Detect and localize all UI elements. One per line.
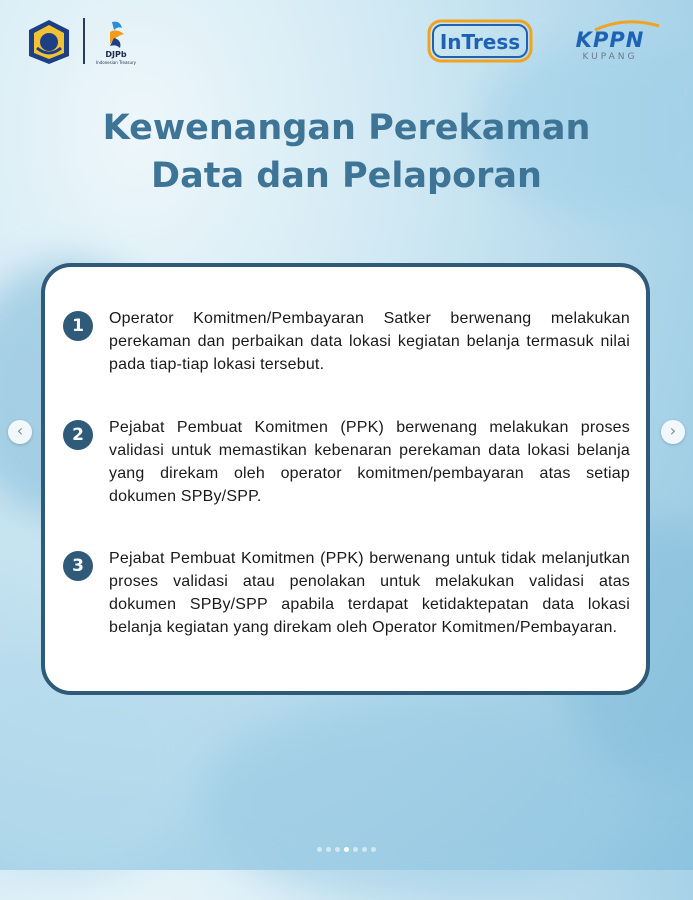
previous-slide-button[interactable] [8, 420, 32, 444]
svg-text:InTress: InTress [439, 30, 521, 54]
page-title [0, 104, 693, 200]
kemenkeu-logo [25, 18, 73, 66]
djpb-name: DJPb [105, 50, 127, 59]
intress-logo [426, 18, 534, 64]
carousel-dot[interactable] [371, 847, 376, 852]
carousel-dot[interactable] [362, 847, 367, 852]
carousel-dots [0, 847, 693, 852]
kppn-logo [555, 18, 665, 64]
djpb-logo [92, 18, 140, 66]
item-text: Pejabat Pembuat Komitmen (PPK) berwenang untuk tidak melanjutkan proses validasi atau penolakan untuk melakukan validasi atas dokumen SPBy/SPP apabila terdapat ketidaktepatan data lokasi belanja kegiatan yang direkam oleh Operator Komitmen/Pembayaran. [109, 550, 630, 636]
carousel-dot[interactable] [335, 847, 340, 852]
item-text: Pejabat Pembuat Komitmen (PPK) berwenang melakukan proses validasi untuk memastikan kebenaran perekaman data lokasi belanja yang direkam oleh operator komitmen/pembayaran atas setiap dokumen SPBy/SPP. [109, 419, 630, 505]
carousel-dot[interactable] [344, 847, 349, 852]
page-title-line-1: Kewenangan Perekaman [102, 108, 591, 148]
item-text: Operator Komitmen/Pembayaran Satker berwenang melakukan perekaman dan perbaikan data lokasi kegiatan belanja termasuk nilai pada tiap-tiap lokasi tersebut. [109, 310, 630, 373]
item-number-badge: 3 [63, 551, 93, 581]
header-divider [83, 18, 85, 64]
content-card [41, 263, 650, 695]
djpb-subtitle: Indonesian Treasury [95, 60, 137, 65]
next-slide-button[interactable] [661, 420, 685, 444]
kppn-city: KUPANG [582, 52, 638, 62]
carousel-dot[interactable] [317, 847, 322, 852]
chevron-right-icon: › [669, 421, 677, 440]
carousel-dot[interactable] [326, 847, 331, 852]
kppn-name: KPPN [575, 28, 645, 52]
page-title-line-2: Data dan Pelaporan [151, 156, 542, 196]
carousel-dot[interactable] [353, 847, 358, 852]
chevron-left-icon: ‹ [16, 421, 24, 440]
item-number-badge: 1 [63, 311, 93, 341]
header [0, 0, 693, 80]
item-number-badge: 2 [63, 420, 93, 450]
